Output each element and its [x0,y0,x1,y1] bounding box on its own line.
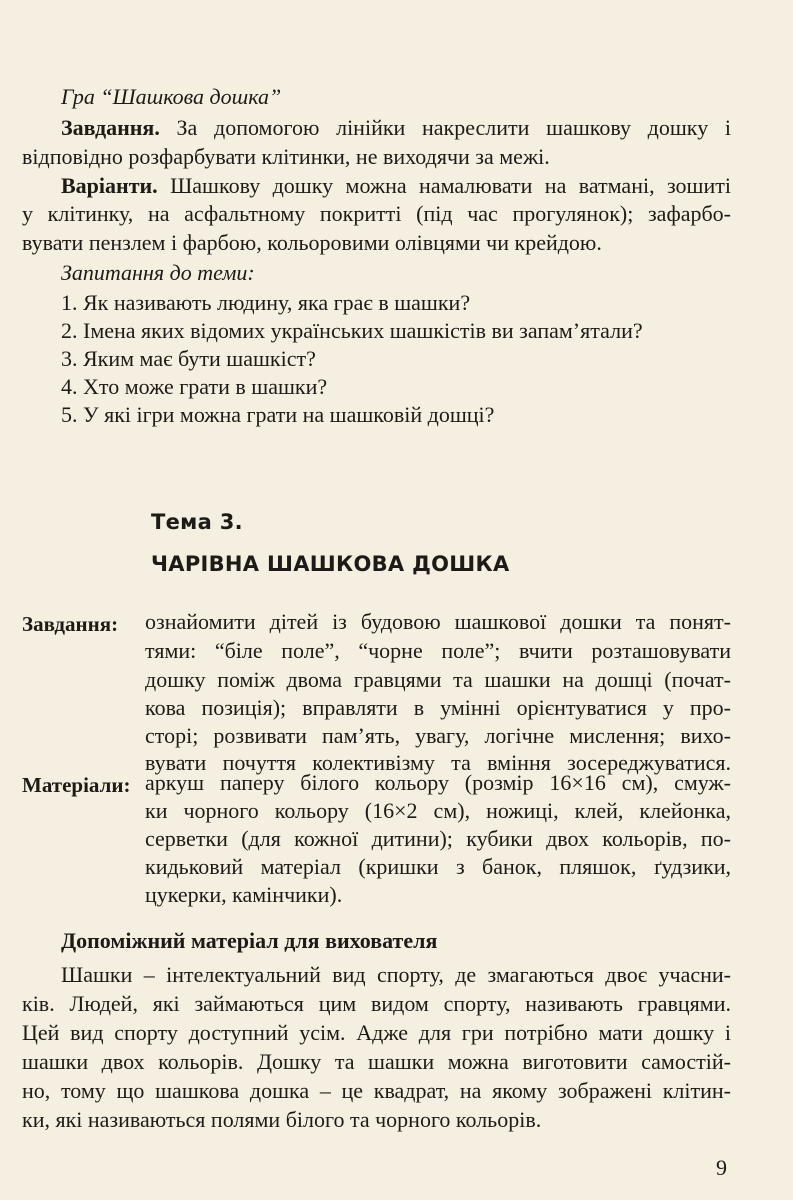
objectives-line: тями: “біле поле”, “чорне поле”; вчити розташовувати [145,638,731,663]
objectives-line: сторі; розвивати пам’ять, увагу, логічне мислення; вихо- [145,723,731,748]
aux-heading: Допоміжний матеріал для вихователя [61,928,438,953]
objectives-line: дошку поміж двома гравцями та шашки на дошці (почат- [145,667,731,692]
materials-label: Матеріали: [22,773,131,797]
aux-line: Цей вид спорту доступний усім. Адже для гри потрібно мати дошку і [22,1020,731,1045]
game-variants-text: Шашкову дошку можна намалювати на ватмані, зошиті [170,173,731,198]
materials-line: серветки (для кожної дитини); кубики двох кольорів, по- [145,826,731,851]
page-number: 9 [716,1155,727,1180]
topic-number: Тема 3. [151,510,243,534]
game-title: Гра “Шашкова дошка” [61,84,282,109]
materials-line: цукерки, камінчики). [145,882,343,907]
game-variants-label: Варіанти. [61,173,158,198]
questions-heading: Запитання до теми: [61,260,255,285]
game-variants-line-1 [61,175,731,197]
question-item: 1. Як називають людину, яка грає в шашки? [61,290,471,315]
question-item: 2. Імена яких відомих українських шашкістів ви запам’ятали? [61,318,643,343]
objectives-line: вувати почуття колективізму та вміння зосереджуватися. [145,750,731,775]
question-item: 5. У які ігри можна грати на шашковій дошці? [61,402,495,427]
aux-line: ків. Людей, які займаються цим видом спорту, називають гравцями. [22,991,731,1016]
question-item: 3. Яким має бути шашкіст? [61,346,316,371]
materials-line: ки чорного кольору (16×2 см), ножиці, клей, клейонка, [145,798,731,823]
objectives-label: Завдання: [22,612,119,636]
game-task-line-1 [61,117,731,139]
game-variants-line-3: вувати пензлем і фарбою, кольоровими олівцями чи крейдою. [22,230,602,255]
game-variants-line-2: у клітинку, на асфальтному покритті (під час прогулянок); зафарбо- [22,201,731,226]
materials-line: аркуш паперу білого кольору (розмір 16×16 см), смуж- [145,770,731,795]
aux-line: но, тому що шашкова дошка – це квадрат, на якому зображені клітин- [22,1078,731,1103]
objectives-line: кова позиція); вправляти в умінні орієнтуватися у про- [145,695,731,720]
aux-line: Шашки – інтелектуальний вид спорту, де змагаються двоє учасни- [61,962,731,987]
materials-line: кидьковий матеріал (кришки з банок, пляшок, ґудзики, [145,854,731,879]
game-task-label: Завдання. [61,115,160,140]
game-task-text: За допомогою лінійки накреслити шашкову дошку і [176,115,731,140]
aux-line: шашки двох кольорів. Дошку та шашки можна виготовити самостій- [22,1049,731,1074]
aux-line: ки, які називаються полями білого та чорного кольорів. [22,1107,542,1132]
question-item: 4. Хто може грати в шашки? [61,374,328,399]
game-task-line-2: відповідно розфарбувати клітинки, не виходячи за межі. [22,144,550,169]
topic-title: ЧАРІВНА ШАШКОВА ДОШКА [151,552,510,576]
objectives-line: ознайомити дітей із будовою шашкової дошки та понят- [145,609,731,634]
